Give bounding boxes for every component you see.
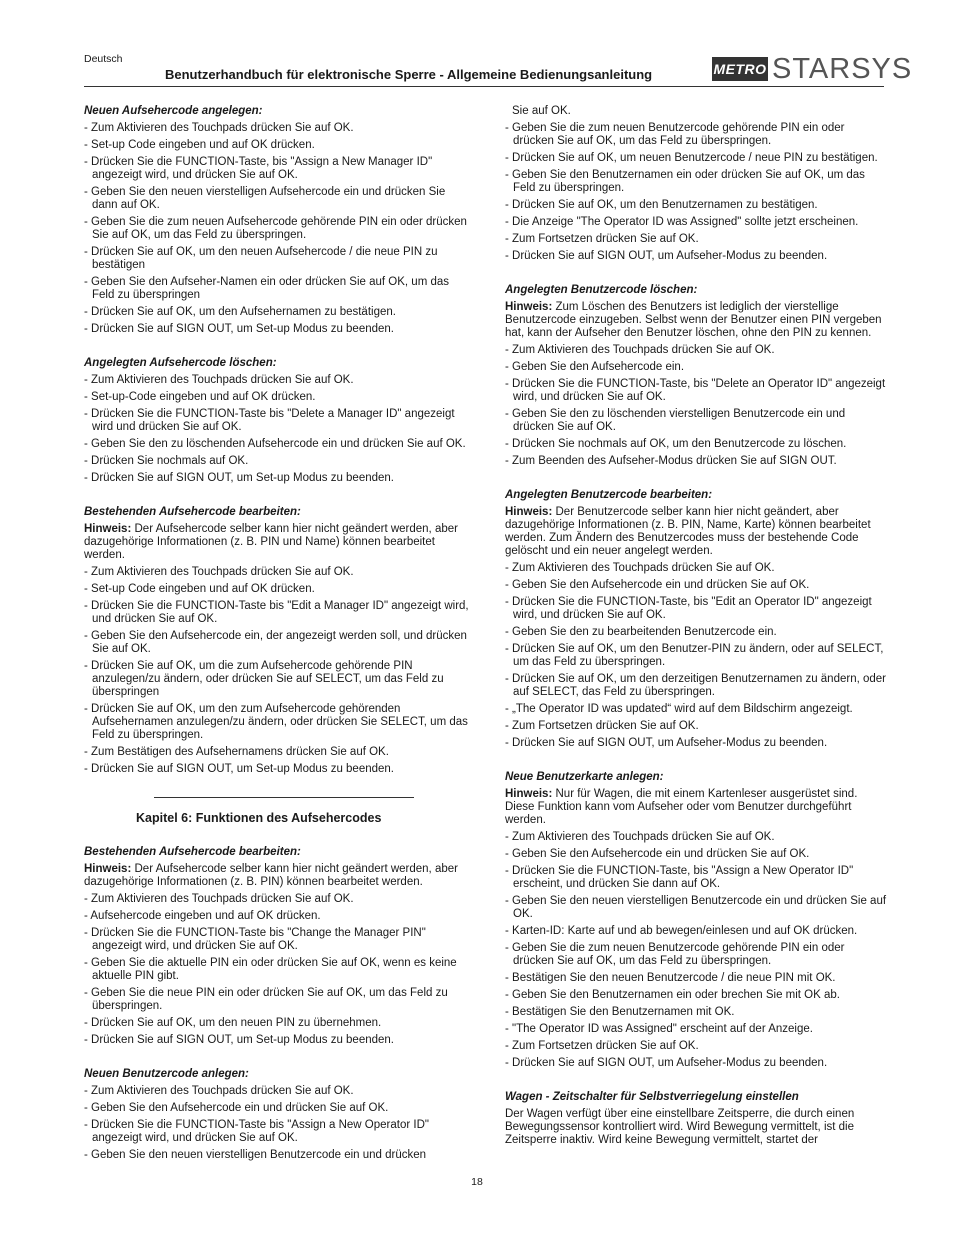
- list-item: - Geben Sie den zu löschenden Aufsehercode ein und drücken Sie auf OK.: [84, 438, 466, 450]
- list-item: - Drücken Sie nochmals auf OK.: [84, 455, 249, 467]
- logo-metro-badge: METRO: [712, 57, 768, 81]
- list-item: - Geben Sie den zu löschenden vierstelligen Benutzercode ein und drücken Sie auf OK.: [505, 408, 846, 433]
- list-item: - Zum Fortsetzen drücken Sie auf OK.: [505, 1040, 699, 1052]
- list-item: - Geben Sie die neue PIN ein oder drücken Sie auf OK, um das Feld zu überspringen.: [84, 987, 448, 1012]
- section-edit-operator-code: [505, 489, 887, 750]
- section-title: Wagen - Zeitschalter für Selbstverriegelung einstellen: [505, 1091, 799, 1103]
- note-text: Der Aufsehercode selber kann hier nicht geändert werden, aber dazugehörige Informationen (z. B. PIN und Name) können bearbeitet werden.: [84, 523, 458, 561]
- page-number: 18: [471, 1176, 483, 1188]
- list-item: - Drücken Sie auf SIGN OUT, um Set-up Modus zu beenden.: [84, 472, 395, 484]
- note-label: Hinweis:: [84, 523, 132, 535]
- list-item: - Drücken Sie auf SIGN OUT, um Aufseher-Modus zu beenden.: [505, 737, 828, 749]
- list-item: - Zum Aktivieren des Touchpads drücken Sie auf OK.: [84, 893, 354, 905]
- chapter-heading: [84, 797, 469, 825]
- list-item: - Drücken Sie die FUNCTION-Taste, bis "Assign a New Operator ID" erscheint, und drücken Sie dann auf OK.: [505, 865, 854, 890]
- section-new-operator-card: [505, 771, 887, 1070]
- list-item: - Geben Sie die zum neuen Benutzercode gehörende PIN ein oder drücken Sie auf OK, um das Feld zu überspringen.: [505, 942, 845, 967]
- list-item: - Geben Sie den Aufsehercode ein und drücken Sie auf OK.: [505, 579, 810, 591]
- paragraph: Der Wagen verfügt über eine einstellbare Zeitsperre, die durch einen Bewegungssensor kontrolliert wird. Wird Bewegung vermittelt, ist die Zeitsperre inaktiv. Wird keine Bewegung vermittelt, startet der: [505, 1108, 855, 1146]
- list-item: - Geben Sie die zum neuen Aufsehercode gehörende PIN ein oder drücken Sie auf OK, um das Feld zu überspringen.: [84, 216, 467, 241]
- note-label: Hinweis:: [505, 506, 553, 518]
- list-item: - Geben Sie den Benutzernamen ein oder brechen Sie mit OK ab.: [505, 989, 840, 1001]
- list-item: - Drücken Sie auf SIGN OUT, um Set-up Modus zu beenden.: [84, 763, 395, 775]
- section-delete-manager-code: [84, 357, 469, 485]
- list-item: - Geben Sie die zum neuen Benutzercode gehörende PIN ein oder drücken Sie auf OK, um das Feld zu überspringen.: [505, 122, 845, 147]
- section-delete-operator-code: [505, 284, 887, 468]
- metro-starsys-logo: [712, 53, 913, 85]
- list-item: - Drücken Sie auf OK, um die zum Aufsehercode gehörende PIN anzulegen/zu ändern, oder drücken Sie auf SELECT, um das Feld zu überspringen: [84, 660, 444, 698]
- continued-line: Sie auf OK.: [512, 105, 571, 117]
- list-item: - Geben Sie den neuen vierstelligen Benutzercode ein und drücken Sie auf OK.: [505, 895, 887, 920]
- list-item: - Zum Aktivieren des Touchpads drücken Sie auf OK.: [84, 122, 354, 134]
- language-label: Deutsch: [84, 53, 123, 65]
- section-new-operator-code-continued: [505, 105, 887, 263]
- list-item: - "The Operator ID was Assigned" erscheint auf der Anzeige.: [505, 1023, 813, 1035]
- list-item: - Drücken Sie auf OK, um den zum Aufsehercode gehörenden Aufsehernamen anzulegen/zu ändern, oder drücken Sie SELECT, um das Feld zu überspringen.: [84, 703, 468, 741]
- right-column: [505, 105, 887, 1168]
- list-item: - Aufsehercode eingeben und auf OK drücken.: [84, 910, 321, 922]
- section-edit-manager-code: [84, 506, 469, 776]
- list-item: - Drücken Sie auf OK, um den Benutzernamen zu bestätigen.: [505, 199, 818, 211]
- section-title: Bestehenden Aufsehercode bearbeiten:: [84, 506, 301, 518]
- list-item: - Drücken Sie die FUNCTION-Taste bis "Delete a Manager ID" angezeigt wird und drücken Sie auf OK.: [84, 408, 455, 433]
- note-text: Der Benutzercode selber kann hier nicht geändert, aber dazugehörige Informationen (z. B. PIN, Name, Karte) können bearbeitet werden. Zum Ändern des Benutzercodes muss der bestehende Code gelöscht und ein neuer angelegt werden.: [505, 506, 871, 557]
- section-title: Angelegten Benutzercode löschen:: [505, 284, 698, 296]
- section-auto-lock-timer: [505, 1091, 887, 1147]
- list-item: - Drücken Sie auf SIGN OUT, um Aufseher-Modus zu beenden.: [505, 250, 828, 262]
- list-item: - Geben Sie den Aufsehercode ein.: [505, 361, 685, 373]
- list-item: - Zum Fortsetzen drücken Sie auf OK.: [505, 720, 699, 732]
- list-item: - Drücken Sie nochmals auf OK, um den Benutzercode zu löschen.: [505, 438, 847, 450]
- list-item: - Zum Bestätigen des Aufsehernamens drücken Sie auf OK.: [84, 746, 389, 758]
- list-item: - Zum Aktivieren des Touchpads drücken Sie auf OK.: [84, 566, 354, 578]
- list-item: - „The Operator ID was updated“ wird auf dem Bildschirm angezeigt.: [505, 703, 853, 715]
- list-item: - Bestätigen Sie den neuen Benutzercode / die neue PIN mit OK.: [505, 972, 836, 984]
- list-item: - Drücken Sie auf SIGN OUT, um Aufseher-Modus zu beenden.: [505, 1057, 828, 1069]
- note-text: Der Aufsehercode selber kann hier nicht geändert werden, aber dazugehörige Informationen (z. B. PIN) können bearbeitet werden.: [84, 863, 458, 888]
- list-item: - Geben Sie den Benutzernamen ein oder drücken Sie auf OK, um das Feld zu überspringen.: [505, 169, 865, 194]
- list-item: - Zum Aktivieren des Touchpads drücken Sie auf OK.: [505, 344, 775, 356]
- list-item: - Set-up Code eingeben und auf OK drücken.: [84, 139, 315, 151]
- left-column: [84, 105, 469, 1183]
- list-item: - Geben Sie den Aufsehercode ein und drücken Sie auf OK.: [84, 1102, 389, 1114]
- document-title: Benutzerhandbuch für elektronische Sperre - Allgemeine Bedienungsanleitung: [165, 67, 653, 82]
- note: [84, 863, 469, 889]
- list-item: - Drücken Sie auf SIGN OUT, um Set-up Modus zu beenden.: [84, 1034, 395, 1046]
- section-new-manager-code: [84, 105, 469, 336]
- note-label: Hinweis:: [505, 788, 553, 800]
- section-title: Angelegten Benutzercode bearbeiten:: [505, 489, 713, 501]
- header-divider: [84, 86, 884, 87]
- section-title: Neuen Aufsehercode angelegen:: [84, 105, 263, 117]
- section-title: Bestehenden Aufsehercode bearbeiten:: [84, 846, 301, 858]
- list-item: - Zum Beenden des Aufseher-Modus drücken Sie auf SIGN OUT.: [505, 455, 837, 467]
- list-item: - Drücken Sie auf OK, um den Aufsehernamen zu bestätigen.: [84, 306, 396, 318]
- list-item: - Zum Aktivieren des Touchpads drücken Sie auf OK.: [505, 562, 775, 574]
- list-item: - Zum Aktivieren des Touchpads drücken Sie auf OK.: [505, 831, 775, 843]
- note-label: Hinweis:: [84, 863, 132, 875]
- section-title: Neue Benutzerkarte anlegen:: [505, 771, 664, 783]
- list-item: - Karten-ID: Karte auf und ab bewegen/einlesen und auf OK drücken.: [505, 925, 858, 937]
- list-item: - Drücken Sie die FUNCTION-Taste bis "Assign a New Operator ID" angezeigt wird, und drücken Sie auf OK.: [84, 1119, 429, 1144]
- list-item: - Drücken Sie auf OK, um den neuen Aufsehercode / die neue PIN zu bestätigen: [84, 246, 438, 271]
- chapter-divider: [154, 797, 414, 798]
- list-item: - Drücken Sie auf OK, um den derzeitigen Benutzernamen zu ändern, oder auf SELECT, das Feld zu überspringen.: [505, 673, 886, 698]
- logo-starsys-text: STARSYS: [772, 53, 913, 85]
- section-title: Neuen Benutzercode anlegen:: [84, 1068, 249, 1080]
- list-item: - Geben Sie den Aufseher-Namen ein oder drücken Sie auf OK, um das Feld zu überspringen: [84, 276, 450, 301]
- section-new-operator-code: [84, 1068, 469, 1162]
- list-item: - Die Anzeige "The Operator ID was Assigned" sollte jetzt erscheinen.: [505, 216, 859, 228]
- note: [505, 788, 887, 827]
- note-text: Nur für Wagen, die mit einem Kartenleser ausgerüstet sind. Diese Funktion kann vom Aufseher oder vom Benutzer durchgeführt werden.: [505, 788, 858, 826]
- section-title: Angelegten Aufsehercode löschen:: [84, 357, 277, 369]
- list-item: - Zum Fortsetzen drücken Sie auf OK.: [505, 233, 699, 245]
- note: [505, 506, 887, 558]
- list-item: - Drücken Sie die FUNCTION-Taste bis "Edit a Manager ID" angezeigt wird, und drücken Sie auf OK.: [84, 600, 469, 625]
- list-item: - Drücken Sie auf OK, um den neuen PIN zu übernehmen.: [84, 1017, 382, 1029]
- list-item: - Bestätigen Sie den Benutzernamen mit OK.: [505, 1006, 735, 1018]
- note-label: Hinweis:: [505, 301, 553, 313]
- list-item: - Drücken Sie auf OK, um den Benutzer-PIN zu ändern, oder auf SELECT, um das Feld zu überspringen.: [505, 643, 884, 668]
- list-item: - Geben Sie den neuen vierstelligen Benutzercode ein und drücken: [84, 1149, 427, 1161]
- list-item: - Geben Sie den zu bearbeitenden Benutzercode ein.: [505, 626, 777, 638]
- note: [84, 523, 469, 562]
- list-item: - Drücken Sie auf SIGN OUT, um Set-up Modus zu beenden.: [84, 323, 395, 335]
- list-item: - Drücken Sie die FUNCTION-Taste, bis "Assign a New Manager ID" angezeigt wird, und drücken Sie auf OK.: [84, 156, 433, 181]
- list-item: - Zum Aktivieren des Touchpads drücken Sie auf OK.: [84, 1085, 354, 1097]
- list-item: - Set-up-Code eingeben und auf OK drücken.: [84, 391, 316, 403]
- list-item: - Drücken Sie die FUNCTION-Taste, bis "Delete an Operator ID" angezeigt wird, und drücken Sie auf OK.: [505, 378, 886, 403]
- list-item: - Geben Sie die aktuelle PIN ein oder drücken Sie auf OK, wenn es keine aktuelle PIN gibt.: [84, 957, 457, 982]
- list-item: - Zum Aktivieren des Touchpads drücken Sie auf OK.: [84, 374, 354, 386]
- note: [505, 301, 887, 340]
- list-item: - Drücken Sie die FUNCTION-Taste, bis "Edit an Operator ID" angezeigt wird, und drücken Sie auf OK.: [505, 596, 872, 621]
- list-item: - Geben Sie den Aufsehercode ein, der angezeigt werden soll, und drücken Sie auf OK.: [84, 630, 467, 655]
- chapter-title: Kapitel 6: Funktionen des Aufsehercodes: [136, 811, 382, 825]
- list-item: - Geben Sie den neuen vierstelligen Aufsehercode ein und drücken Sie dann auf OK.: [84, 186, 446, 211]
- list-item: - Geben Sie den Aufsehercode ein und drücken Sie auf OK.: [505, 848, 810, 860]
- note-text: Zum Löschen des Benutzers ist lediglich der vierstellige Benutzercode einzugeben. Selbst wenn der Benutzer einen PIN vergeben hat, kann der Aufseher den Benutzer löschen, ohne den PIN zu kennen.: [505, 301, 882, 339]
- list-item: - Set-up Code eingeben und auf OK drücken.: [84, 583, 315, 595]
- list-item: - Drücken Sie auf OK, um neuen Benutzercode / neue PIN zu bestätigen.: [505, 152, 878, 164]
- section-change-manager-pin: [84, 846, 469, 1047]
- list-item: - Drücken Sie die FUNCTION-Taste bis "Change the Manager PIN" angezeigt wird, und drücken Sie auf OK.: [84, 927, 426, 952]
